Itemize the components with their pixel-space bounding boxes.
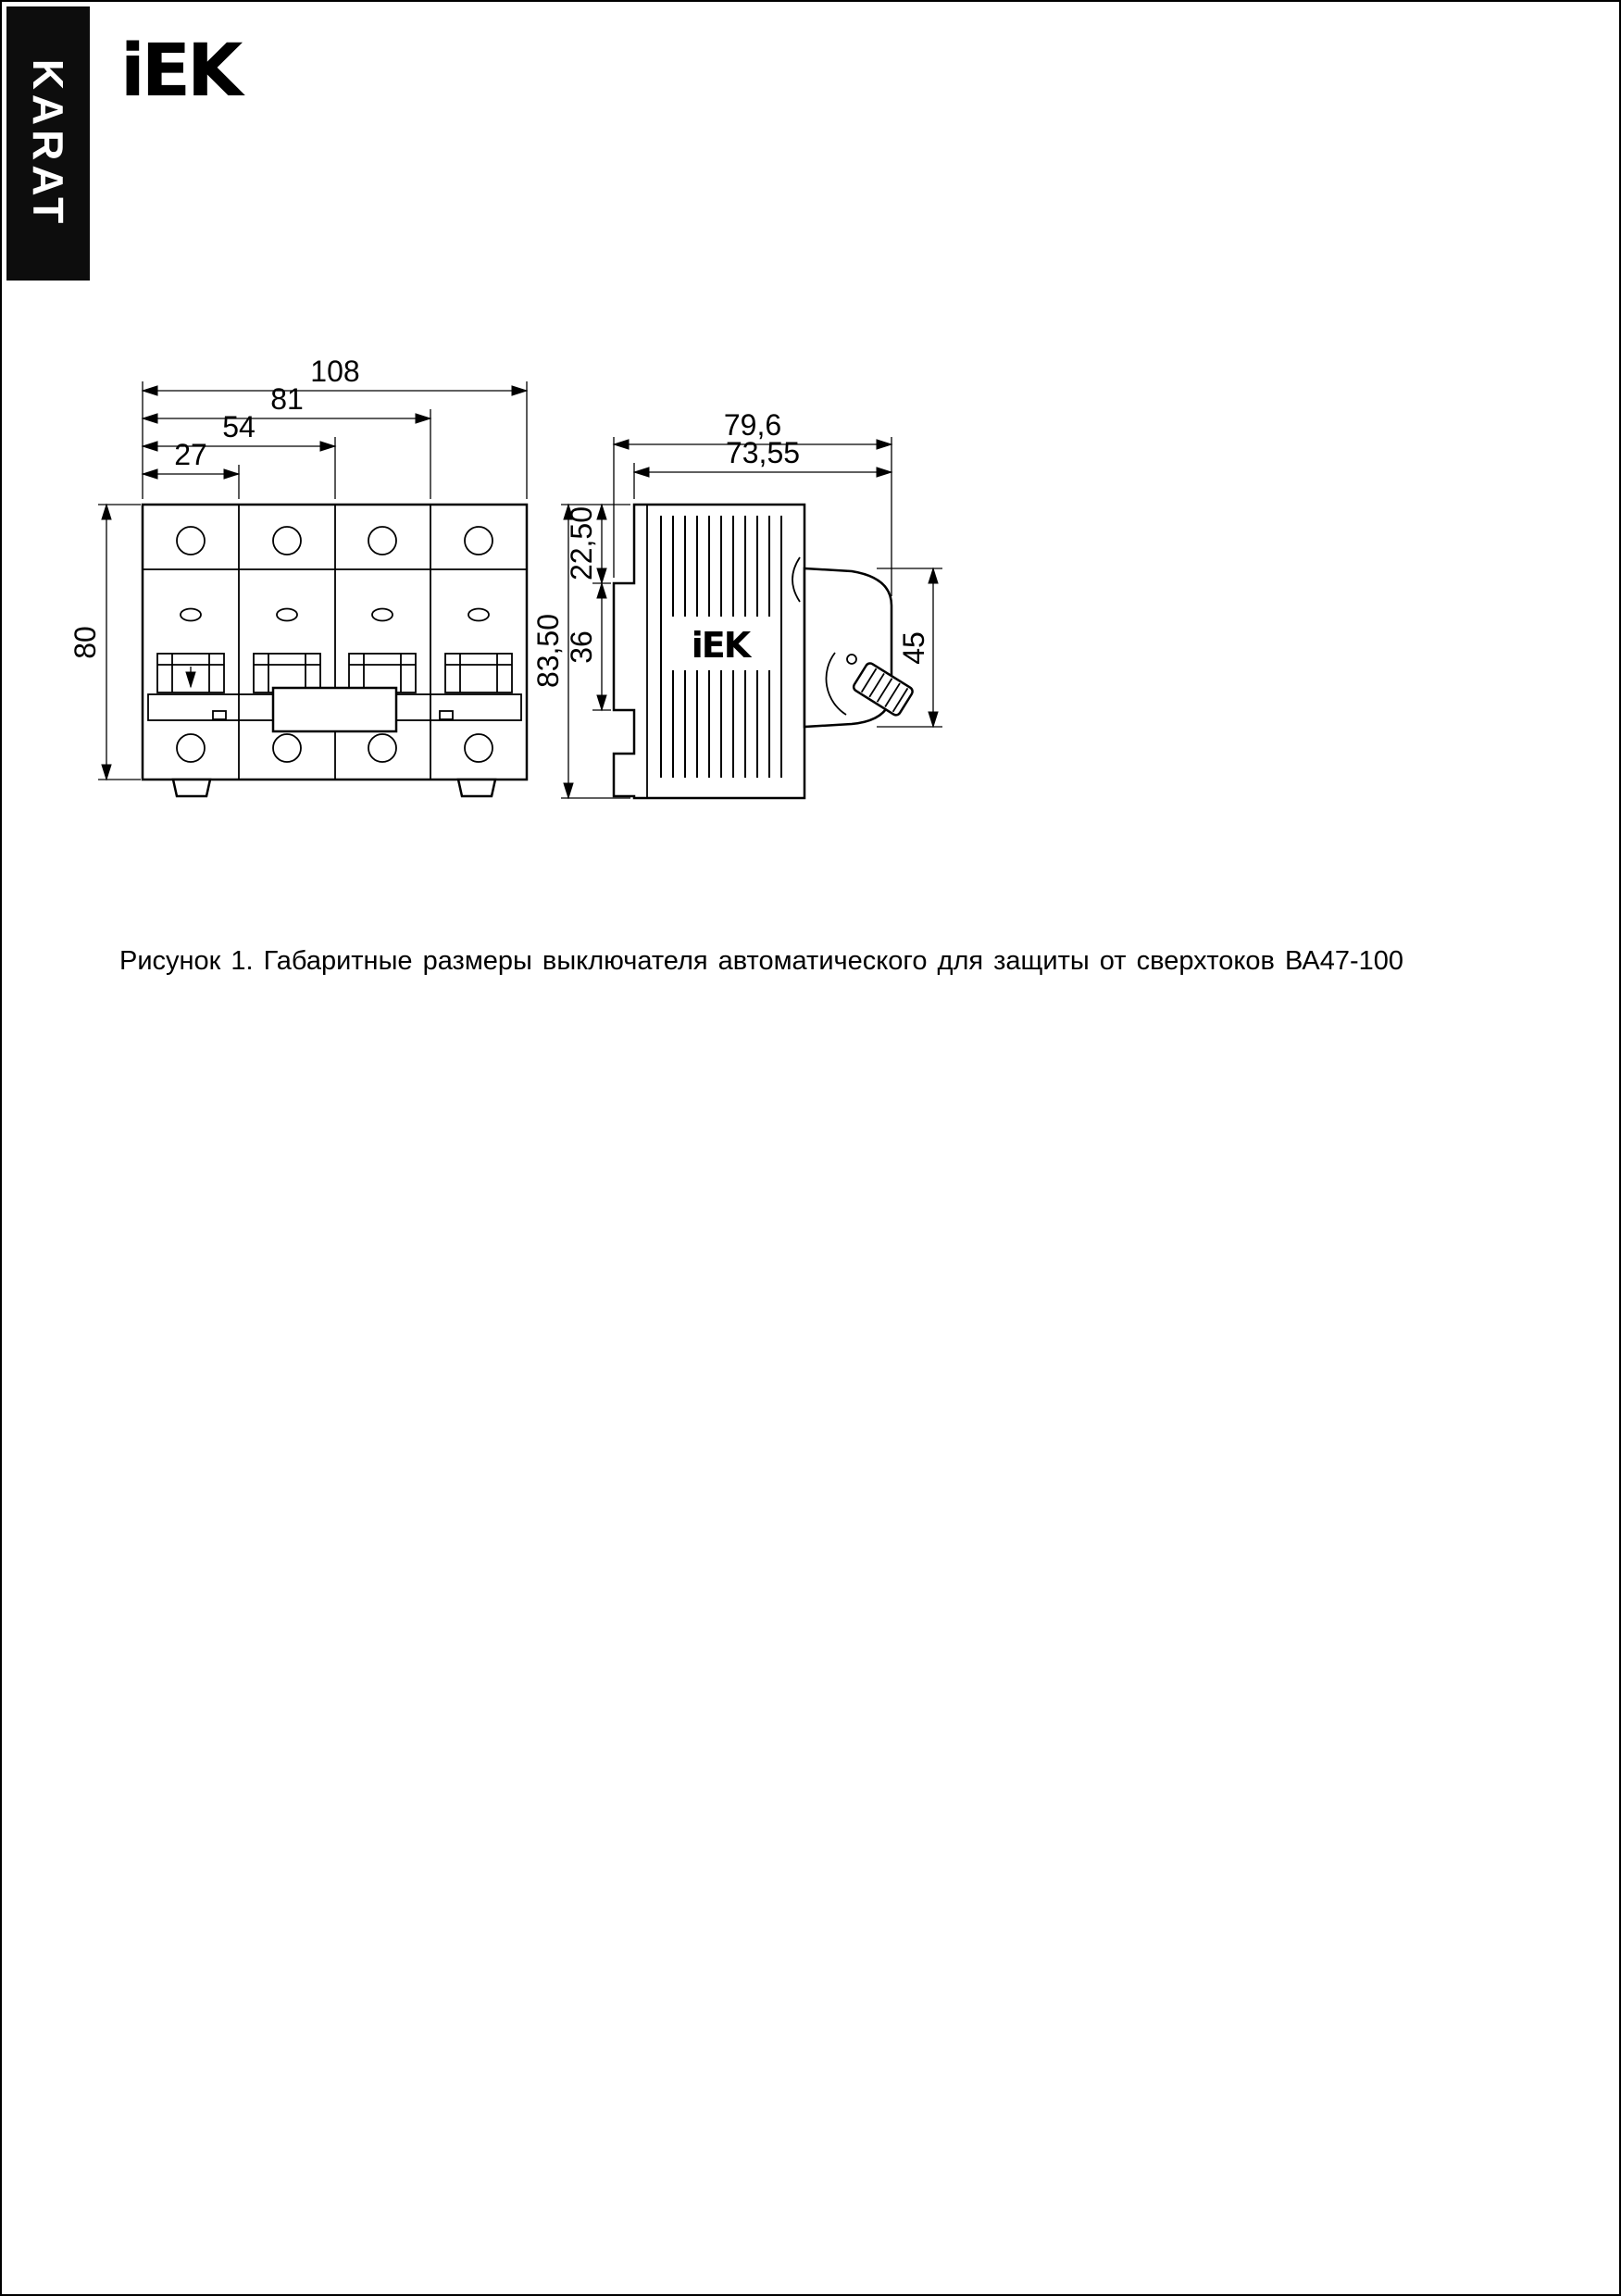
dim-side-depth-body: 73,55 bbox=[725, 436, 801, 469]
iek-logo: iEK bbox=[120, 30, 240, 113]
dim-side-front-height: 45 bbox=[897, 631, 930, 665]
dimensional-drawing bbox=[2, 2, 1621, 2296]
figure-caption: Рисунок 1. Габаритные размеры выключателя автоматического для защиты от сверхтоков ВА47-100 bbox=[119, 946, 1404, 976]
dim-front-width-2m: 54 bbox=[222, 410, 256, 443]
dim-front-width-3m: 81 bbox=[270, 382, 304, 416]
dim-side-mid-section: 36 bbox=[565, 630, 598, 664]
din-clip-right bbox=[458, 780, 495, 796]
dim-front-height: 80 bbox=[69, 626, 102, 659]
din-clip-left bbox=[173, 780, 210, 796]
series-label: KARAT bbox=[24, 58, 72, 229]
dim-side-depth-total: 79,6 bbox=[723, 408, 782, 442]
dim-front-width-1m: 27 bbox=[174, 438, 207, 471]
side-iek-logo: iEK bbox=[691, 625, 750, 666]
dim-side-height: 83,50 bbox=[531, 613, 565, 689]
dim-side-top-section: 22,50 bbox=[565, 505, 598, 581]
front-view bbox=[143, 505, 527, 796]
side-view bbox=[614, 505, 914, 798]
dim-front-total-width: 108 bbox=[310, 355, 360, 388]
